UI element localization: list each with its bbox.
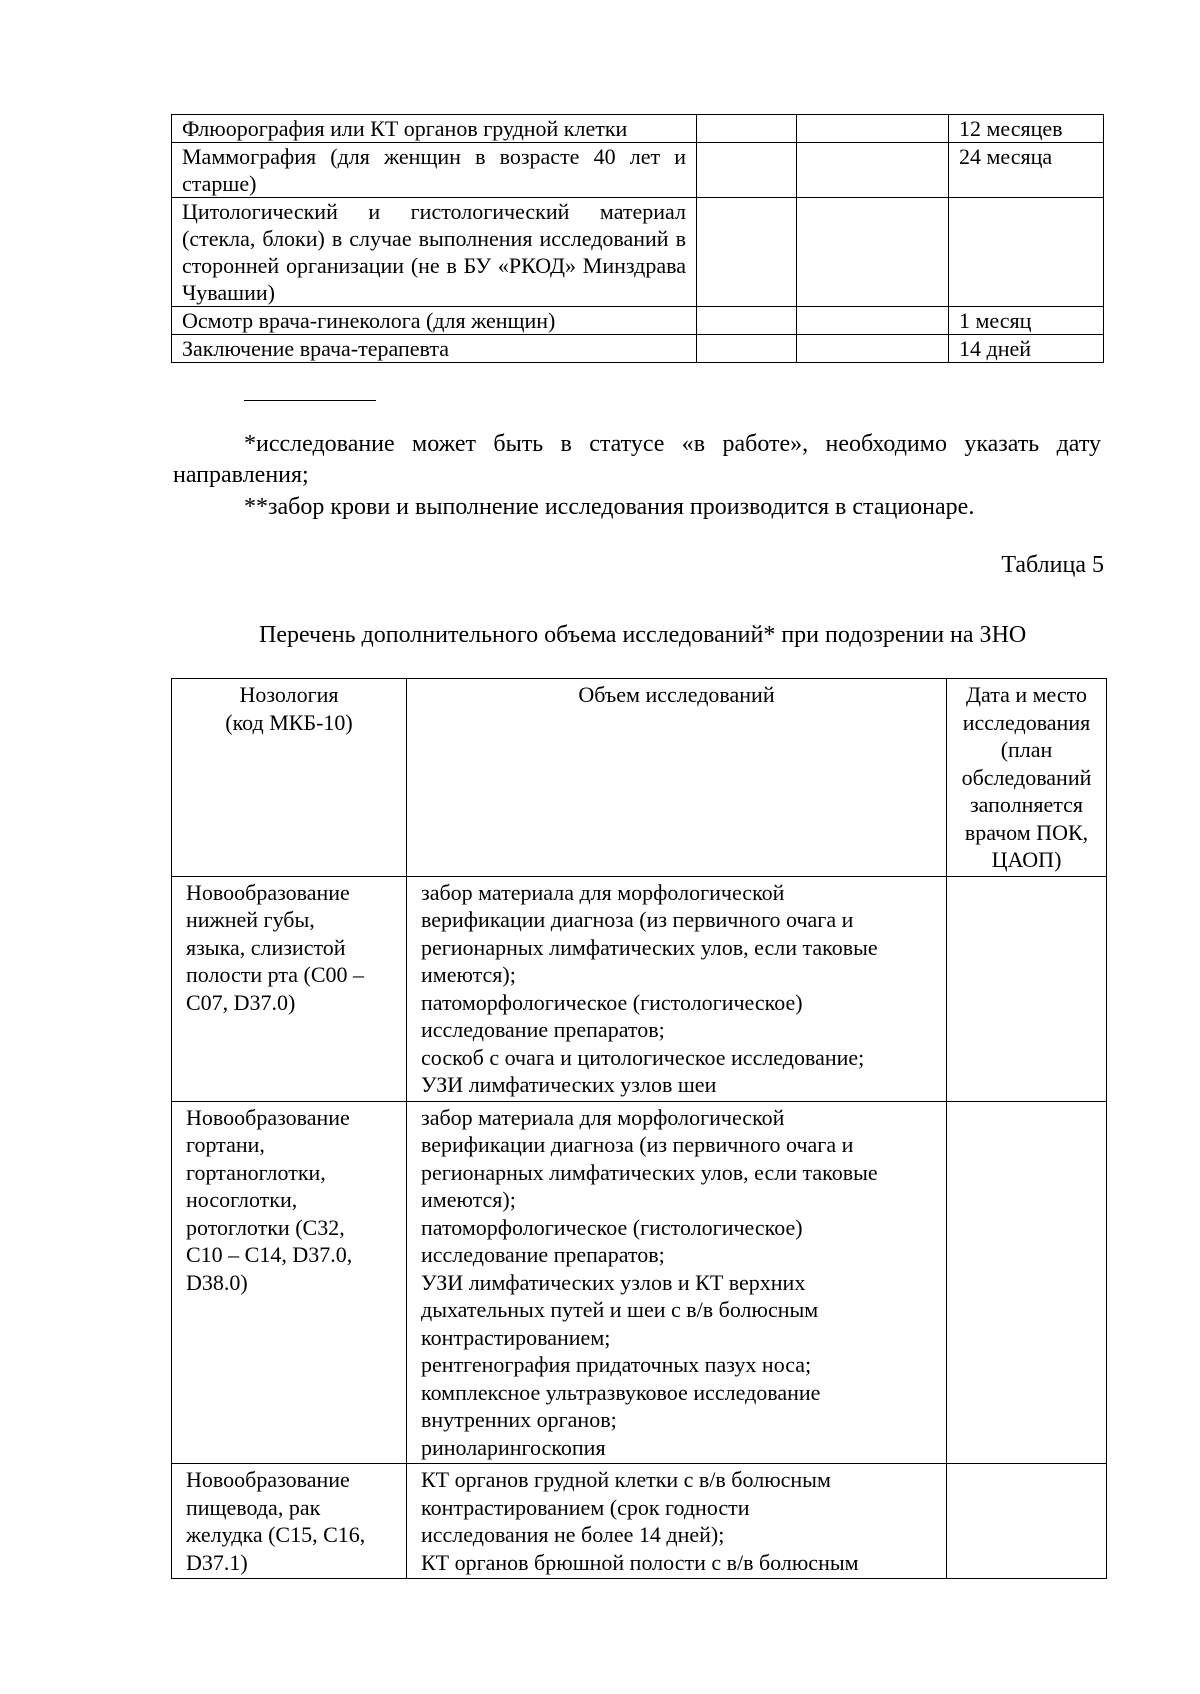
table-cell [797,115,949,143]
table-cell [697,335,797,363]
table-cell [797,335,949,363]
table-row [172,198,1104,307]
table-row [172,115,1104,143]
table-cell [697,198,797,307]
table-cell: Заключение врача-терапевта [172,335,697,363]
table-header-row [172,679,1107,877]
footnote-1: *исследование может быть в статусе «в работе», необходимо указать дату направления; [173,431,1101,488]
table-cell: 14 дней [949,335,1104,363]
table-cell: 12 месяцев [949,115,1104,143]
previous-table [171,114,1104,363]
table-cell: Маммография (для женщин в возрасте 40 лет и старше) [172,143,697,198]
table-row [172,143,1104,198]
nosology-cell: Новообразование гортани, гортаноглотки, носоглотки, ротоглотки (С32, С10 – С14, D37.0, D38.0) [172,1101,407,1464]
table-5 [171,678,1107,1579]
table-cell [697,115,797,143]
table-row [172,335,1104,363]
table-cell: Флюорография или КТ органов грудной клетки [172,115,697,143]
date-place-cell [947,876,1107,1101]
table-cell [797,198,949,307]
header-nosology: Нозология (код МКБ-10) [172,679,407,877]
table-row [172,307,1104,335]
scope-cell: забор материала для морфологической верификации диагноза (из первичного очага и регионарных лимфатических улов, если таковые имеются); патоморфологическое (гистологическое) исследование препаратов; соскоб с очага и цитологическое исследование; УЗИ лимфатических узлов шеи [407,876,947,1101]
table-row [172,1101,1107,1464]
table-cell [797,307,949,335]
table-cell: Цитологический и гистологический материал (стекла, блоки) в случае выполнения исследований в сторонней организации (не в БУ «РКОД» Минздрава Чувашии) [172,198,697,307]
date-place-cell [947,1101,1107,1464]
scope-cell: КТ органов грудной клетки с в/в болюсным контрастированием (срок годности исследования не более 14 дней); КТ органов брюшной полости с в/в болюсным [407,1464,947,1579]
header-date-place: Дата и место исследования (план обследований заполняется врачом ПОК, ЦАОП) [947,679,1107,877]
footnote-separator [244,400,376,401]
scope-cell: забор материала для морфологической верификации диагноза (из первичного очага и регионарных лимфатических улов, если таковые имеются); патоморфологическое (гистологическое) исследование препаратов; УЗИ лимфатических узлов и КТ верхних дыхательных путей и шеи с в/в болюсным контрастированием; рентгенография придаточных пазух носа; комплексное ультразвуковое исследование внутренних органов; риноларингоскопия [407,1101,947,1464]
table-title: Перечень дополнительного объема исследований* при подозрении на ЗНО [259,622,1027,648]
nosology-cell: Новообразование пищевода, рак желудка (С15, С16, D37.1) [172,1464,407,1579]
table-cell: 24 месяца [949,143,1104,198]
table-row [172,1464,1107,1579]
table-cell [697,143,797,198]
footnote-2: **забор крови и выполнение исследования производится в стационаре. [244,494,975,520]
header-scope: Объем исследований [407,679,947,877]
date-place-cell [947,1464,1107,1579]
table-cell: Осмотр врача-гинеколога (для женщин) [172,307,697,335]
table-cell: 1 месяц [949,307,1104,335]
table-caption: Таблица 5 [1001,552,1104,578]
table-row [172,876,1107,1101]
table-cell [949,198,1104,307]
nosology-cell: Новообразование нижней губы, языка, слизистой полости рта (С00 – С07, D37.0) [172,876,407,1101]
table-cell [797,143,949,198]
table-cell [697,307,797,335]
